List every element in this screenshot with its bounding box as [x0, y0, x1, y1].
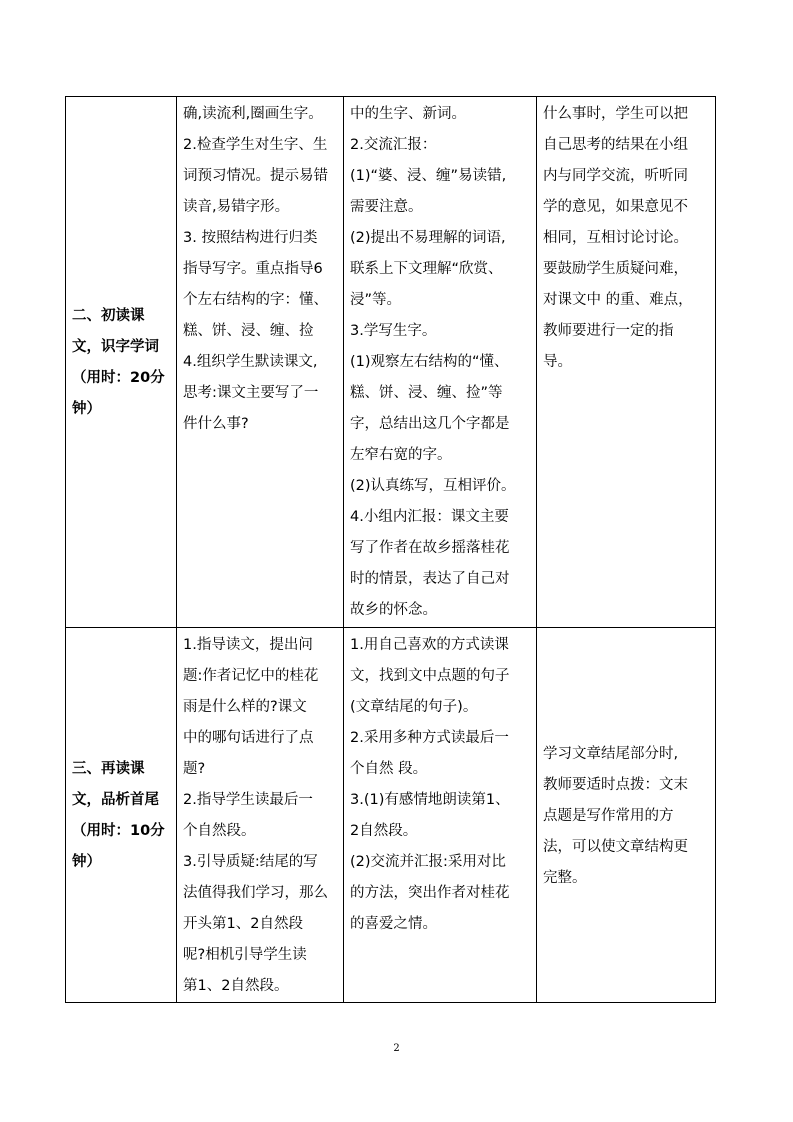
- text-line: 学习文章结尾部分时,: [543, 745, 679, 762]
- text-line: 的喜爱之情。: [350, 916, 437, 932]
- teacher-activity-cell: [177, 628, 344, 1003]
- text-line: (1)观察左右结构的“懂、: [350, 354, 509, 370]
- text-line: 个自然段。: [183, 823, 256, 839]
- text-line: 故乡的怀念。: [350, 602, 437, 618]
- stage-line: 二、初读课: [72, 308, 145, 324]
- text-line: 开头第1、2自然段: [183, 916, 303, 932]
- table-row: [66, 97, 716, 628]
- text-line: 思考:课文主要写了一: [183, 385, 319, 401]
- text-line: 4.组织学生默读课文,: [183, 354, 318, 370]
- text-line: 文，找到文中点题的句子: [350, 668, 510, 684]
- text-line: 2.采用多种方式读最后一: [350, 730, 509, 746]
- text-line: 完整。: [543, 869, 587, 886]
- text-line: (文章结尾的句子)。: [350, 699, 478, 715]
- teacher-activity-cell: [177, 97, 344, 628]
- table-row: [66, 628, 716, 1003]
- text-line: 法，可以使文章结构更: [543, 838, 688, 855]
- text-line: 1.指导读文，提出问: [183, 637, 313, 653]
- text-line: 法值得我们学习，那么: [183, 885, 328, 901]
- text-line: 字，总结出这几个字都是: [350, 416, 510, 432]
- text-line: 1.用自己喜欢的方式读课: [350, 637, 509, 653]
- text-line: 浸”等。: [350, 292, 402, 308]
- text-line: 3. 按照结构进行归类: [183, 230, 318, 246]
- text-line: 3.学写生字。: [350, 323, 437, 339]
- text-line: 第1、2自然段。: [183, 978, 289, 994]
- text-line: (1)“婆、浸、缠”易读错,: [350, 168, 507, 184]
- text-line: 糕、饼、浸、缠、捡”等: [350, 385, 503, 401]
- text-line: 要鼓励学生质疑问难，: [543, 261, 688, 277]
- text-line: 2自然段。: [350, 823, 418, 839]
- text-line: 个左右结构的字：懂、: [183, 292, 328, 308]
- stage-cell: [66, 97, 177, 628]
- text-line: 教师要进行一定的指: [543, 323, 674, 339]
- text-line: 左窄右宽的字。: [350, 447, 452, 463]
- text-line: 3.引导质疑:结尾的写: [183, 854, 318, 870]
- text-line: 导。: [543, 354, 572, 370]
- stage-line: 文，识字学词: [72, 339, 159, 355]
- text-line: 呢?相机引导学生读: [183, 947, 307, 963]
- stage-line: 三、再读课: [72, 761, 145, 777]
- text-line: 题:作者记忆中的桂花: [183, 668, 319, 684]
- student-activity-cell: [344, 628, 537, 1003]
- text-line: 自己思考的结果在小组: [543, 137, 688, 153]
- text-line: 学的意见，如果意见不: [543, 199, 688, 215]
- text-line: 3.(1)有感情地朗读第1、: [350, 792, 510, 808]
- text-line: 4.小组内汇报：课文主要: [350, 509, 509, 525]
- text-line: 指导写字。重点指导6: [183, 261, 323, 277]
- text-line: 2.指导学生读最后一: [183, 792, 313, 808]
- text-line: 中的生字、新词。: [350, 106, 466, 122]
- stage-line: （用时：10分: [72, 823, 165, 839]
- text-line: 时的情景，表达了自己对: [350, 571, 510, 587]
- stage-cell: [66, 628, 177, 1003]
- stage-line: （用时：20分: [72, 370, 165, 386]
- text-line: 的方法，突出作者对桂花: [350, 885, 510, 901]
- design-note-cell: [537, 628, 716, 1003]
- text-line: 个自然 段。: [350, 761, 428, 777]
- text-line: 读音,易错字形。: [183, 199, 290, 215]
- text-line: 点题是写作常用的方: [543, 807, 674, 824]
- lesson-plan-table: [65, 96, 716, 1003]
- text-line: 什么事时，学生可以把: [543, 106, 688, 122]
- text-line: (2)认真练写，互相评价。: [350, 478, 516, 494]
- text-line: 对课文中 的重、难点，: [543, 292, 693, 308]
- text-line: 糕、饼、浸、缠、捡: [183, 323, 314, 339]
- text-line: 词预习情况。提示易错: [183, 168, 328, 184]
- stage-line: 钟）: [72, 401, 101, 417]
- text-line: 需要注意。: [350, 199, 423, 215]
- text-line: 雨是什么样的?课文: [183, 699, 307, 715]
- text-line: 题?: [183, 761, 206, 777]
- text-line: 2.检查学生对生字、生: [183, 137, 328, 153]
- text-line: 写了作者在故乡摇落桂花: [350, 540, 510, 556]
- student-activity-cell: [344, 97, 537, 628]
- text-line: 教师要适时点拨：文末: [543, 776, 688, 793]
- text-line: 2.交流汇报：: [350, 137, 437, 153]
- text-line: 相同，互相讨论讨论。: [543, 230, 688, 246]
- text-line: 件什么事?: [183, 416, 249, 432]
- text-line: (2)交流并汇报:采用对比: [350, 854, 506, 870]
- text-line: 内与同学交流，听听同: [543, 168, 688, 184]
- text-line: 中的哪句话进行了点: [183, 730, 314, 746]
- stage-line: 文，品析首尾: [72, 792, 159, 808]
- text-line: (2)提出不易理解的词语,: [350, 230, 506, 246]
- text-line: 联系上下文理解“欣赏、: [350, 261, 503, 277]
- design-note-cell: [537, 97, 716, 628]
- page-number: 2: [393, 1043, 400, 1054]
- text-line: 确,读流利,圈画生字。: [183, 106, 323, 122]
- stage-line: 钟）: [72, 854, 101, 870]
